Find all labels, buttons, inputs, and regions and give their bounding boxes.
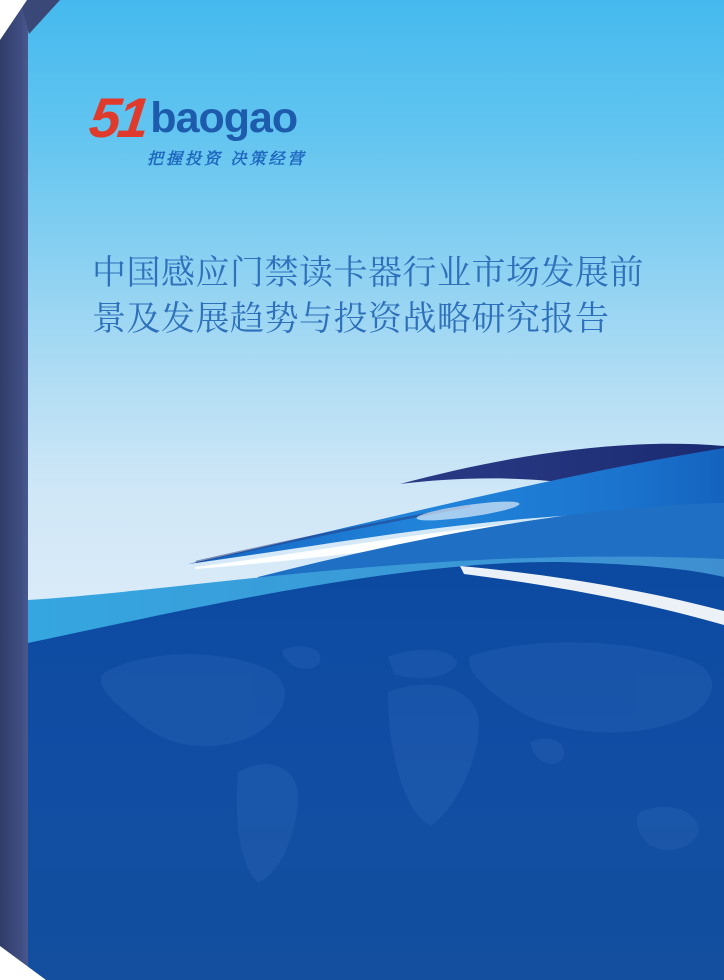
report-title-line1: 中国感应门禁读卡器行业市场发展前 bbox=[92, 254, 644, 292]
deep-blue-wave bbox=[28, 562, 724, 980]
brand-logo-name: baogao bbox=[150, 94, 298, 142]
report-title-line2: 景及发展趋势与投资战略研究报告 bbox=[92, 300, 610, 338]
brand-tagline: 把握投资 决策经营 bbox=[147, 151, 307, 168]
brand-logo-number: 51 bbox=[86, 86, 151, 149]
brand-logo bbox=[86, 84, 307, 169]
report-title bbox=[92, 250, 692, 342]
